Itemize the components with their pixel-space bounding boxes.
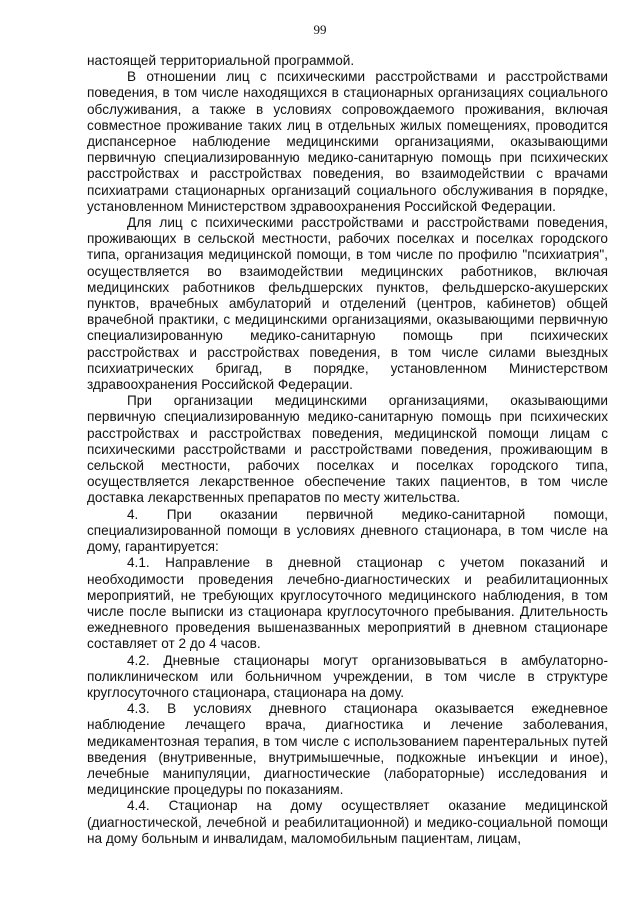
paragraph-4-1: 4.1. Направление в дневной стационар с учетом показаний и необходимости проведения лечебно-диагностических и реабилитационных мероприятий, не требующих круглосуточного медицинского наблюдения, в том числе после выписки из стационара круглосуточного пребывания. Длительность ежедневного проведения вышеназванных мероприятий в дневном стационаре составляет от 2 до 4 часов. bbox=[87, 555, 608, 652]
paragraph-4-3: 4.3. В условиях дневного стационара оказывается ежедневное наблюдение лечащего врача, диагностика и лечение заболевания, медикаментозная терапия, в том числе с использованием парентеральных путей введения (внутривенные, внутримышечные, подкожные инъекции и иное), лечебные манипуляции, диагностические (лабораторные) исследования и медицинские процедуры по показаниям. bbox=[87, 701, 608, 798]
paragraph-rural-care: Для лиц с психическими расстройствами и расстройствами поведения, проживающих в сельской местности, рабочих поселках и поселках городского типа, организация медицинской помощи, в том числе по профилю "психиатрия", осуществляется во взаимодействии медицинских работников, включая медицинских работников фельдшерских пунктов, фельдшерско-акушерских пунктов, врачебных амбулаторий и отделений (центров, кабинетов) общей врачебной практики, с медицинскими организациями, оказывающими первичную специализированную медико-санитарную помощь при психических расстройствах и расстройствах поведения, в том числе силами выездных психиатрических бригад, в порядке, установленном Министерством здравоохранения Российской Федерации. bbox=[87, 215, 608, 393]
page-number: 99 bbox=[313, 22, 327, 37]
paragraph-dispensary-observation: В отношении лиц с психическими расстройствами и расстройствами поведения, в том числе находящихся в стационарных организациях социального обслуживания, а также в условиях сопровождаемого проживания, включая совместное проживание таких лиц в отдельных жилых помещениях, проводится диспансерное наблюдение медицинскими организациями, оказывающими первичную специализированную медико-санитарную помощь при психических расстройствах и расстройствах поведения, во взаимодействии с врачами психиатрами стационарных организаций социального обслуживания в порядке, установленном Министерством здравоохранения Российской Федерации. bbox=[87, 69, 608, 214]
document-body bbox=[87, 53, 608, 847]
paragraph-4-4: 4.4. Стационар на дому осуществляет оказание медицинской (диагностической, лечебной и реабилитационной) и медико-социальной помощи на дому больным и инвалидам, маломобильным пациентам, лицам, bbox=[87, 798, 608, 846]
paragraph-section-4: 4. При оказании первичной медико-санитарной помощи, специализированной помощи в условиях дневного стационара, в том числе на дому, гарантируется: bbox=[87, 506, 608, 555]
paragraph-drug-supply: При организации медицинскими организациями, оказывающими первичную специализированную медико-санитарную помощь при психических расстройствах и расстройствах поведения, медицинской помощи лицам с психическими расстройствами и расстройствами поведения, проживающим в сельской местности, рабочих поселках и поселках городского типа, осуществляется лекарственное обеспечение таких пациентов, в том числе доставка лекарственных препаратов по месту жительства. bbox=[87, 393, 608, 506]
paragraph-continuation: настоящей территориальной программой. bbox=[87, 53, 355, 68]
paragraph-4-2: 4.2. Дневные стационары могут организовываться в амбулаторно-поликлиническом или больничном учреждении, в том числе в структуре круглосуточного стационара, стационара на дому. bbox=[87, 652, 608, 700]
